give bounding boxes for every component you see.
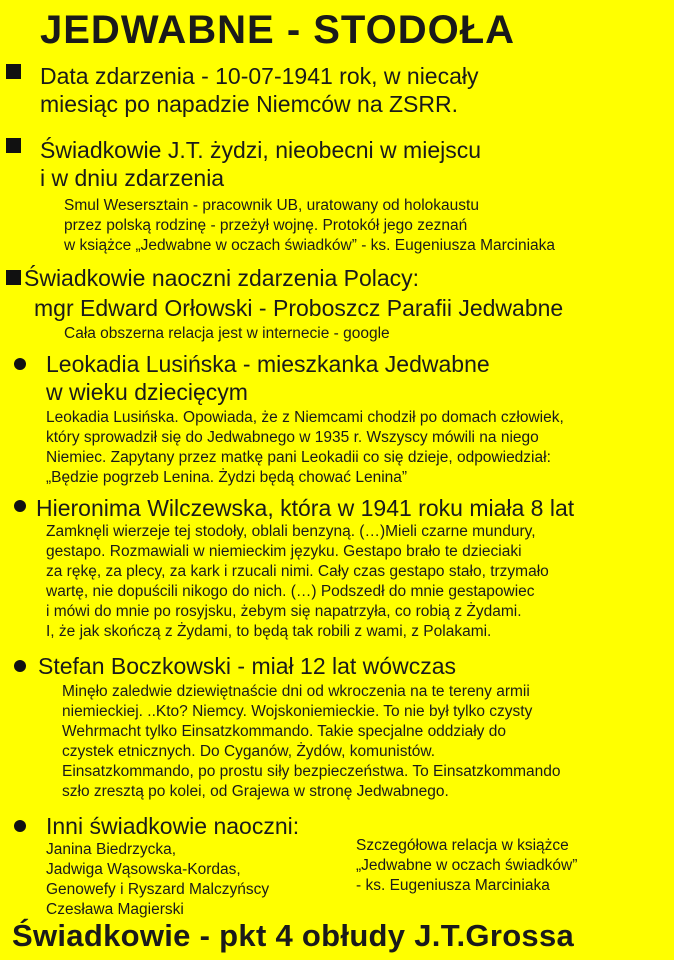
boczkowski-body-line: czystek etnicznych. Do Cyganów, Żydów, komunistów. <box>62 743 436 760</box>
jewish-witnesses-line-2: i w dniu zdarzenia <box>40 165 225 191</box>
date-line-1: Data zdarzenia - 10-07-1941 rok, w niecały <box>40 63 479 89</box>
book-reference-line: - ks. Eugeniusza Marciniaka <box>356 877 550 894</box>
lusinska-body-line: który sprowadził się do Jedwabnego w 1935 r. Wszyscy mówili na niego <box>46 429 539 446</box>
wilczewska-body-line: za rękę, za plecy, za kark i rzucali nimi. Cały czas gestapo stało, trzymało <box>46 563 549 580</box>
others-heading: Inni świadkowie naoczni: <box>46 813 300 839</box>
other-witness-name: Janina Biedrzycka, <box>46 841 177 858</box>
boczkowski-heading: Stefan Boczkowski - miał 12 lat wówczas <box>38 653 456 679</box>
boczkowski-body-line: Minęło zaledwie dziewiętnaście dni od wkroczenia na te tereny armii <box>62 683 530 700</box>
wilczewska-heading: Hieronima Wilczewska, która w 1941 roku miała 8 lat <box>36 495 575 521</box>
black-square-icon <box>6 270 21 285</box>
black-square-icon <box>6 138 21 153</box>
lusinska-body-line: Leokadia Lusińska. Opowiada, że z Niemcami chodził po domach człowiek, <box>46 409 564 426</box>
lusinska-heading-line-2: w wieku dziecięcym <box>46 379 248 405</box>
page-title: JEDWABNE - STODOŁA <box>40 8 516 52</box>
polish-witnesses-heading: Świadkowie naoczni zdarzenia Polacy: <box>24 265 420 291</box>
other-witness-name: Jadwiga Wąsowska-Kordas, <box>46 861 241 878</box>
wilczewska-body-line: I, że jak skończą z Żydami, to będą tak robili z wami, z Polakami. <box>46 623 492 640</box>
footer-slogan: Świadkowie - pkt 4 obłudy J.T.Grossa <box>12 918 575 953</box>
wilczewska-body-line: wartę, nie dopuścili nikogo do nich. (…) Podszedł do mnie gestapowiec <box>46 583 535 600</box>
wilczewska-body-line: i mówi do mnie po rosyjsku, żebym się napatrzyła, co robią z Żydami. <box>46 603 522 620</box>
other-witness-name: Czesława Magierski <box>46 901 184 918</box>
boczkowski-body-line: Wehrmacht tylko Einsatzkommando. Takie specjalne oddziały do <box>62 723 506 740</box>
lusinska-heading-line-1: Leokadia Lusińska - mieszkanka Jedwabne <box>46 351 490 377</box>
book-reference-line: Szczegółowa relacja w książce <box>356 837 569 854</box>
orlowski-heading: mgr Edward Orłowski - Proboszcz Parafii Jedwabne <box>34 295 564 321</box>
lusinska-body-line: „Będzie pogrzeb Lenina. Żydzi będą chować Lenina” <box>46 469 408 486</box>
orlowski-note: Cała obszerna relacja jest w internecie - google <box>64 325 390 342</box>
wilczewska-body-line: gestapo. Rozmawiali w niemieckim języku. Gestapo brało te dzieciaki <box>46 543 522 560</box>
lusinska-body-line: Niemiec. Zapytany przez matkę pani Leokadii co się dzieje, odpowiedział: <box>46 449 551 466</box>
date-line-2: miesiąc po napadzie Niemców na ZSRR. <box>40 91 459 117</box>
jewish-witnesses-body-line: w książce „Jedwabne w oczach świadków” - ks. Eugeniusza Marciniaka <box>64 237 556 254</box>
boczkowski-body-line: niemieckiej. ..Kto? Niemcy. Wojskoniemieckie. To nie był tylko czysty <box>62 703 533 720</box>
boczkowski-body-line: Einsatzkommando, po prostu siły bezpieczeństwa. To Einsatzkommando <box>62 763 561 780</box>
wilczewska-body-line: Zamknęli wierzeje tej stodoły, oblali benzyną. (…)Mieli czarne mundury, <box>46 523 536 540</box>
boczkowski-body-line: szło zresztą po kolei, od Grajewa w stronę Jedwabnego. <box>62 783 449 800</box>
black-dot-icon <box>14 660 26 672</box>
jewish-witnesses-line-1: Świadkowie J.T. żydzi, nieobecni w miejscu <box>40 137 482 163</box>
book-reference-line: „Jedwabne w oczach świadków” <box>356 857 578 874</box>
black-dot-icon <box>14 820 26 832</box>
jewish-witnesses-body-line: Smul Wesersztain - pracownik UB, uratowany od holokaustu <box>64 197 479 214</box>
black-square-icon <box>6 64 21 79</box>
other-witness-name: Genowefy i Ryszard Malczyńscy <box>46 881 270 898</box>
black-dot-icon <box>14 358 26 370</box>
jewish-witnesses-body-line: przez polską rodzinę - przeżył wojnę. Protokół jego zeznań <box>64 217 468 234</box>
black-dot-icon <box>14 500 26 512</box>
